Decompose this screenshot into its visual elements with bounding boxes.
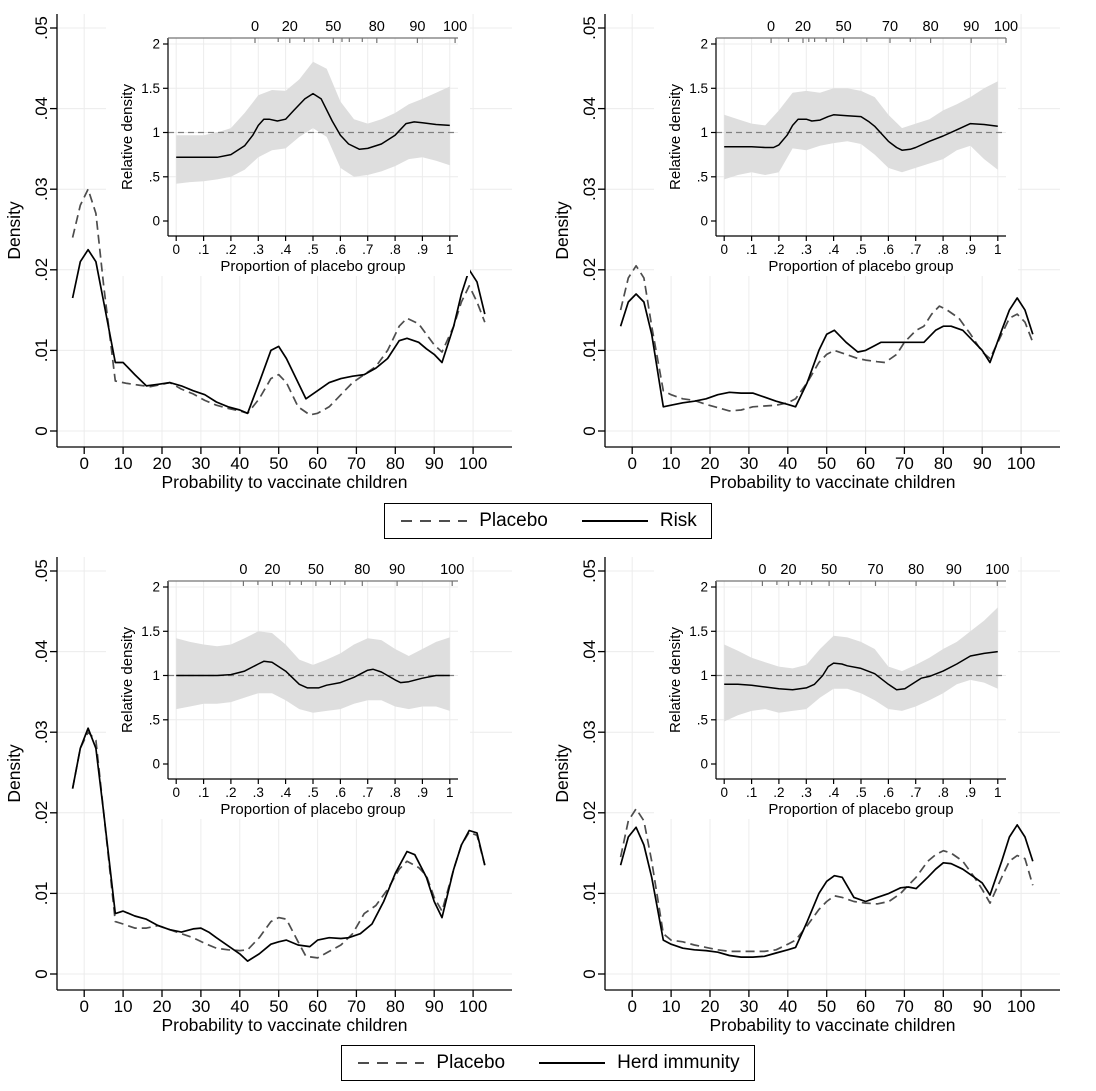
inset-relative-density <box>106 549 470 819</box>
svg-text:70: 70 <box>346 454 366 473</box>
svg-text:.5: .5 <box>307 242 319 257</box>
svg-text:.03: .03 <box>580 720 599 745</box>
svg-text:.9: .9 <box>964 785 977 800</box>
svg-text:.03: .03 <box>32 720 51 745</box>
svg-text:0: 0 <box>720 242 728 257</box>
svg-text:.01: .01 <box>32 338 51 363</box>
legend-solid-line-sample <box>537 1056 607 1070</box>
svg-text:.01: .01 <box>580 881 599 906</box>
svg-text:.8: .8 <box>937 242 949 257</box>
svg-text:.4: .4 <box>279 242 292 257</box>
svg-text:100: 100 <box>1006 454 1036 473</box>
svg-text:100: 100 <box>1006 997 1036 1016</box>
inset-y-axis-title: Relative density <box>667 627 684 733</box>
svg-text:10: 10 <box>661 997 681 1016</box>
inset-x-axis-title: Proportion of placebo group <box>220 801 406 818</box>
svg-text:.5: .5 <box>696 712 708 728</box>
svg-text:.03: .03 <box>580 177 599 202</box>
svg-text:70: 70 <box>867 562 884 578</box>
svg-text:70: 70 <box>346 997 366 1016</box>
legend-dashed-line-sample <box>356 1056 426 1070</box>
svg-text:.2: .2 <box>225 785 237 800</box>
legend-label-risk: Risk <box>659 509 697 531</box>
svg-text:1.5: 1.5 <box>141 623 160 639</box>
svg-text:.1: .1 <box>745 785 758 800</box>
svg-text:60: 60 <box>308 454 328 473</box>
svg-text:.03: .03 <box>32 177 51 202</box>
legend-solid-line-sample <box>580 514 650 528</box>
svg-text:2: 2 <box>700 36 708 52</box>
svg-text:.9: .9 <box>416 785 429 800</box>
svg-text:60: 60 <box>856 997 876 1016</box>
figure-row-1 <box>0 6 1096 492</box>
svg-text:80: 80 <box>933 454 953 473</box>
svg-text:.4: .4 <box>279 785 292 800</box>
svg-text:100: 100 <box>985 562 1010 578</box>
svg-text:80: 80 <box>922 19 939 35</box>
svg-text:0: 0 <box>767 19 776 35</box>
svg-text:1: 1 <box>994 242 1002 257</box>
svg-text:100: 100 <box>458 997 488 1016</box>
svg-text:90: 90 <box>963 19 980 35</box>
svg-text:1: 1 <box>700 668 708 683</box>
svg-text:1.5: 1.5 <box>141 80 160 96</box>
svg-text:90: 90 <box>945 562 962 578</box>
svg-text:.5: .5 <box>307 785 319 800</box>
svg-text:40: 40 <box>778 454 798 473</box>
svg-text:.02: .02 <box>580 257 599 282</box>
svg-text:20: 20 <box>700 997 720 1016</box>
svg-text:.8: .8 <box>937 785 949 800</box>
svg-text:.5: .5 <box>148 169 160 185</box>
svg-text:40: 40 <box>230 997 250 1016</box>
svg-text:.3: .3 <box>252 785 264 800</box>
svg-text:30: 30 <box>191 997 211 1016</box>
svg-text:80: 80 <box>385 454 405 473</box>
svg-text:.5: .5 <box>696 169 708 185</box>
svg-text:.9: .9 <box>416 242 429 257</box>
svg-text:0: 0 <box>239 562 248 578</box>
svg-text:0: 0 <box>32 969 51 979</box>
svg-text:.6: .6 <box>882 242 895 257</box>
svg-text:30: 30 <box>739 997 759 1016</box>
svg-text:.04: .04 <box>580 96 599 121</box>
svg-text:50: 50 <box>821 562 838 578</box>
svg-text:0: 0 <box>79 997 89 1016</box>
svg-text:.3: .3 <box>800 242 812 257</box>
svg-text:.1: .1 <box>197 785 210 800</box>
svg-text:.05: .05 <box>32 559 51 583</box>
svg-text:1: 1 <box>446 242 454 257</box>
svg-text:.2: .2 <box>773 785 785 800</box>
svg-text:20: 20 <box>281 19 298 35</box>
svg-text:.7: .7 <box>910 785 922 800</box>
svg-text:1: 1 <box>446 785 454 800</box>
svg-text:.02: .02 <box>32 800 51 825</box>
svg-text:90: 90 <box>972 997 992 1016</box>
svg-text:.5: .5 <box>855 242 867 257</box>
legend-row-risk <box>0 492 1096 549</box>
svg-text:0: 0 <box>758 562 767 578</box>
svg-text:40: 40 <box>778 997 798 1016</box>
svg-text:1: 1 <box>152 125 160 140</box>
svg-text:0: 0 <box>152 213 160 229</box>
svg-text:40: 40 <box>230 454 250 473</box>
svg-text:0: 0 <box>172 242 180 257</box>
svg-text:0: 0 <box>580 426 599 436</box>
svg-text:50: 50 <box>325 19 342 35</box>
density-panel-top-left <box>0 6 548 492</box>
main-x-axis-title: Probability to vaccinate children <box>709 1015 956 1035</box>
svg-text:.5: .5 <box>148 712 160 728</box>
svg-text:0: 0 <box>79 454 89 473</box>
svg-text:10: 10 <box>113 997 133 1016</box>
main-x-axis-title: Probability to vaccinate children <box>709 472 956 492</box>
svg-text:20: 20 <box>264 562 281 578</box>
main-y-axis-title: Density <box>552 744 572 803</box>
svg-text:100: 100 <box>442 19 468 35</box>
svg-text:50: 50 <box>307 562 324 578</box>
svg-text:10: 10 <box>661 454 681 473</box>
density-panel-bottom-left <box>0 549 548 1035</box>
svg-text:.01: .01 <box>580 338 599 363</box>
svg-text:100: 100 <box>440 562 465 578</box>
main-y-axis-title: Density <box>4 744 24 803</box>
figure-row-2 <box>0 549 1096 1035</box>
legend-risk <box>384 503 712 539</box>
legend-label-placebo: Placebo <box>436 1052 506 1073</box>
inset-x-axis-title: Proportion of placebo group <box>768 801 954 818</box>
inset-relative-density <box>654 6 1018 276</box>
svg-text:.2: .2 <box>225 242 237 257</box>
svg-text:.04: .04 <box>32 639 51 664</box>
svg-text:.05: .05 <box>580 16 599 40</box>
svg-text:0: 0 <box>700 756 708 772</box>
svg-text:20: 20 <box>700 454 720 473</box>
svg-text:.5: .5 <box>855 785 867 800</box>
svg-text:100: 100 <box>993 19 1019 35</box>
svg-text:80: 80 <box>385 997 405 1016</box>
svg-text:.04: .04 <box>32 96 51 121</box>
svg-text:.01: .01 <box>32 881 51 906</box>
svg-text:.4: .4 <box>827 785 840 800</box>
svg-text:.8: .8 <box>389 785 401 800</box>
legend-herd-immunity <box>341 1045 754 1081</box>
inset-x-axis-title: Proportion of placebo group <box>768 258 954 275</box>
svg-text:0: 0 <box>250 19 260 35</box>
legend-label-placebo: Placebo <box>479 509 548 531</box>
density-panel-top-right <box>548 6 1096 492</box>
svg-text:.6: .6 <box>334 785 347 800</box>
svg-text:70: 70 <box>894 997 914 1016</box>
svg-text:0: 0 <box>700 213 708 229</box>
svg-text:80: 80 <box>354 562 371 578</box>
svg-text:.2: .2 <box>773 242 785 257</box>
svg-text:60: 60 <box>308 997 328 1016</box>
svg-text:2: 2 <box>152 36 160 52</box>
svg-text:.7: .7 <box>910 242 922 257</box>
main-x-axis-title: Probability to vaccinate children <box>161 1015 408 1035</box>
svg-text:20: 20 <box>152 454 172 473</box>
main-x-axis-title: Probability to vaccinate children <box>161 472 408 492</box>
svg-text:0: 0 <box>32 426 51 436</box>
svg-text:20: 20 <box>794 19 812 35</box>
svg-text:50: 50 <box>269 454 289 473</box>
svg-text:.1: .1 <box>197 242 210 257</box>
svg-text:20: 20 <box>152 997 172 1016</box>
svg-text:60: 60 <box>856 454 876 473</box>
svg-text:.3: .3 <box>800 785 812 800</box>
svg-text:.05: .05 <box>580 559 599 583</box>
svg-text:0: 0 <box>172 785 180 800</box>
svg-text:80: 80 <box>908 562 925 578</box>
svg-text:0: 0 <box>720 785 728 800</box>
svg-text:.6: .6 <box>882 785 895 800</box>
inset-x-axis-title: Proportion of placebo group <box>220 258 406 275</box>
svg-text:50: 50 <box>269 997 289 1016</box>
svg-text:1.5: 1.5 <box>689 80 708 96</box>
svg-text:1: 1 <box>994 785 1002 800</box>
svg-text:2: 2 <box>152 579 160 595</box>
svg-text:0: 0 <box>627 997 637 1016</box>
density-panel-bottom-right <box>548 549 1096 1035</box>
svg-text:.6: .6 <box>334 242 347 257</box>
svg-text:90: 90 <box>389 562 406 578</box>
svg-text:50: 50 <box>817 454 837 473</box>
svg-text:.05: .05 <box>32 16 51 40</box>
svg-text:.04: .04 <box>580 639 599 664</box>
inset-relative-density <box>106 6 470 276</box>
svg-text:90: 90 <box>424 454 444 473</box>
legend-row-herd-immunity <box>0 1035 1096 1091</box>
inset-y-axis-title: Relative density <box>119 627 136 733</box>
svg-text:0: 0 <box>627 454 637 473</box>
svg-text:.1: .1 <box>745 242 758 257</box>
svg-text:80: 80 <box>368 19 385 35</box>
main-y-axis-title: Density <box>552 201 572 260</box>
main-y-axis-title: Density <box>4 201 24 260</box>
inset-y-axis-title: Relative density <box>119 84 136 190</box>
svg-text:.02: .02 <box>580 800 599 825</box>
svg-text:.9: .9 <box>964 242 977 257</box>
svg-text:1.5: 1.5 <box>689 623 708 639</box>
svg-text:90: 90 <box>972 454 992 473</box>
svg-text:.8: .8 <box>389 242 401 257</box>
svg-text:30: 30 <box>739 454 759 473</box>
svg-text:10: 10 <box>113 454 133 473</box>
svg-text:70: 70 <box>881 19 899 35</box>
svg-text:0: 0 <box>580 969 599 979</box>
svg-text:.4: .4 <box>827 242 840 257</box>
inset-relative-density <box>654 549 1018 819</box>
legend-label-herd-immunity: Herd immunity <box>617 1052 740 1073</box>
svg-text:.02: .02 <box>32 257 51 282</box>
svg-text:90: 90 <box>409 19 426 35</box>
svg-text:90: 90 <box>424 997 444 1016</box>
svg-text:1: 1 <box>700 125 708 140</box>
inset-y-axis-title: Relative density <box>667 84 684 190</box>
svg-text:.3: .3 <box>252 242 264 257</box>
svg-text:30: 30 <box>191 454 211 473</box>
svg-text:0: 0 <box>152 756 160 772</box>
svg-text:2: 2 <box>700 579 708 595</box>
svg-text:20: 20 <box>780 562 797 578</box>
svg-text:100: 100 <box>458 454 488 473</box>
svg-text:.7: .7 <box>362 785 374 800</box>
legend-dashed-line-sample <box>399 514 469 528</box>
svg-text:1: 1 <box>152 668 160 683</box>
svg-text:50: 50 <box>835 19 852 35</box>
svg-text:50: 50 <box>817 997 837 1016</box>
svg-text:70: 70 <box>894 454 914 473</box>
svg-text:.7: .7 <box>362 242 374 257</box>
svg-text:80: 80 <box>933 997 953 1016</box>
